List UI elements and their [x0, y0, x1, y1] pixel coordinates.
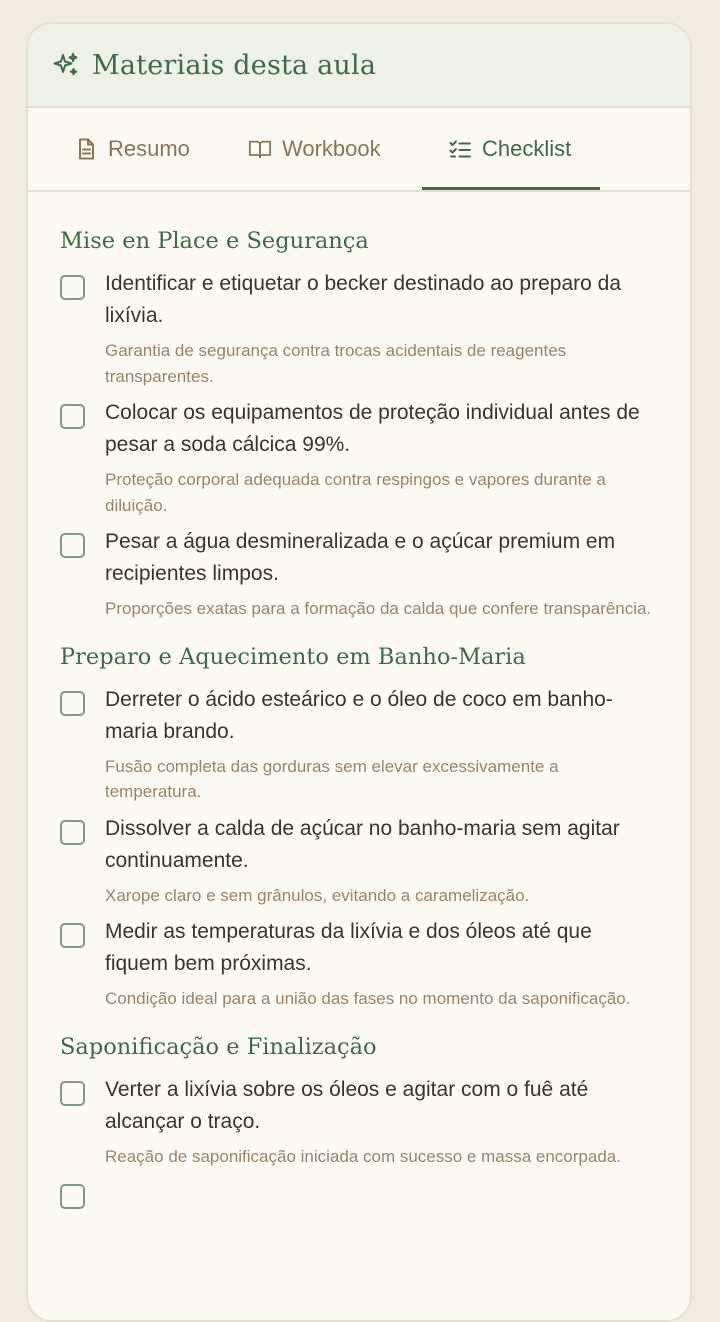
section-title: Preparo e Aquecimento em Banho-Maria [60, 643, 526, 670]
checklist-icon [448, 137, 472, 161]
item-checkbox[interactable] [60, 404, 85, 429]
checklist-item [60, 920, 658, 1012]
open-book-icon [248, 137, 272, 161]
tab-workbook[interactable] [248, 108, 381, 190]
item-note: Xarope claro e sem grânulos, evitando a caramelização. [105, 885, 530, 905]
section-title: Mise en Place e Segurança [60, 228, 369, 254]
tab-checklist[interactable] [448, 108, 571, 190]
checklist-item [60, 401, 658, 518]
checklist-item [60, 1181, 658, 1209]
materials-card [26, 22, 692, 1322]
item-note: Garantia de segurança contra trocas acidentais de reagentes transparentes. [105, 341, 567, 386]
item-checkbox[interactable] [60, 1184, 85, 1209]
item-note: Fusão completa das gorduras sem elevar excessivamente a temperatura. [105, 756, 559, 801]
item-text: Medir as temperaturas da lixívia e dos óleos até que fiquem bem próximas. [105, 920, 592, 975]
checklist-item [60, 530, 658, 622]
item-text: Dissolver a calda de açúcar no banho-maria sem agitar continuamente. [105, 816, 620, 872]
item-text: Identificar e etiquetar o becker destinado ao preparo da lixívia. [105, 272, 622, 327]
item-text: Colocar os equipamentos de proteção individual antes de pesar a soda cálcica 99%. [105, 401, 640, 456]
document-icon [74, 137, 98, 161]
item-text: Derreter o ácido esteárico e o óleo de coco em banho-maria brando. [105, 687, 613, 743]
item-note: Proteção corporal adequada contra respingos e vapores durante a diluição. [105, 470, 606, 515]
checklist-section [60, 228, 658, 622]
item-note: Condição ideal para a união das fases no momento da saponificação. [105, 989, 631, 1008]
item-checkbox[interactable] [60, 1081, 85, 1106]
card-header [28, 24, 690, 108]
item-checkbox[interactable] [60, 275, 85, 300]
checklist-section [60, 1034, 658, 1210]
checklist-item [60, 1078, 658, 1170]
checklist-section [60, 644, 658, 1012]
card-title: Materiais desta aula [92, 49, 377, 81]
active-tab-indicator [422, 187, 600, 190]
item-text: Verter a lixívia sobre os óleos e agitar com o fuê até alcançar o traço. [105, 1077, 589, 1133]
section-title: Saponificação e Finalização [60, 1033, 377, 1060]
item-checkbox[interactable] [60, 533, 85, 558]
tab-checklist-label: Checklist [482, 136, 572, 161]
item-checkbox[interactable] [60, 923, 85, 948]
sparkles-icon [52, 51, 80, 79]
item-text: Pesar a água desmineralizada e o açúcar premium em recipientes limpos. [105, 530, 616, 585]
tab-workbook-label: Workbook [282, 136, 381, 161]
checklist-item [60, 272, 658, 389]
tab-resumo-label: Resumo [108, 136, 190, 161]
item-checkbox[interactable] [60, 691, 85, 716]
checklist-content [28, 192, 690, 1209]
tab-bar [28, 108, 690, 192]
item-note: Proporções exatas para a formação da calda que confere transparência. [105, 599, 652, 618]
checklist-item [60, 817, 658, 909]
item-checkbox[interactable] [60, 820, 85, 845]
item-note: Reação de saponificação iniciada com sucesso e massa encorpada. [105, 1146, 621, 1166]
tab-resumo[interactable] [74, 108, 190, 190]
checklist-item [60, 688, 658, 805]
